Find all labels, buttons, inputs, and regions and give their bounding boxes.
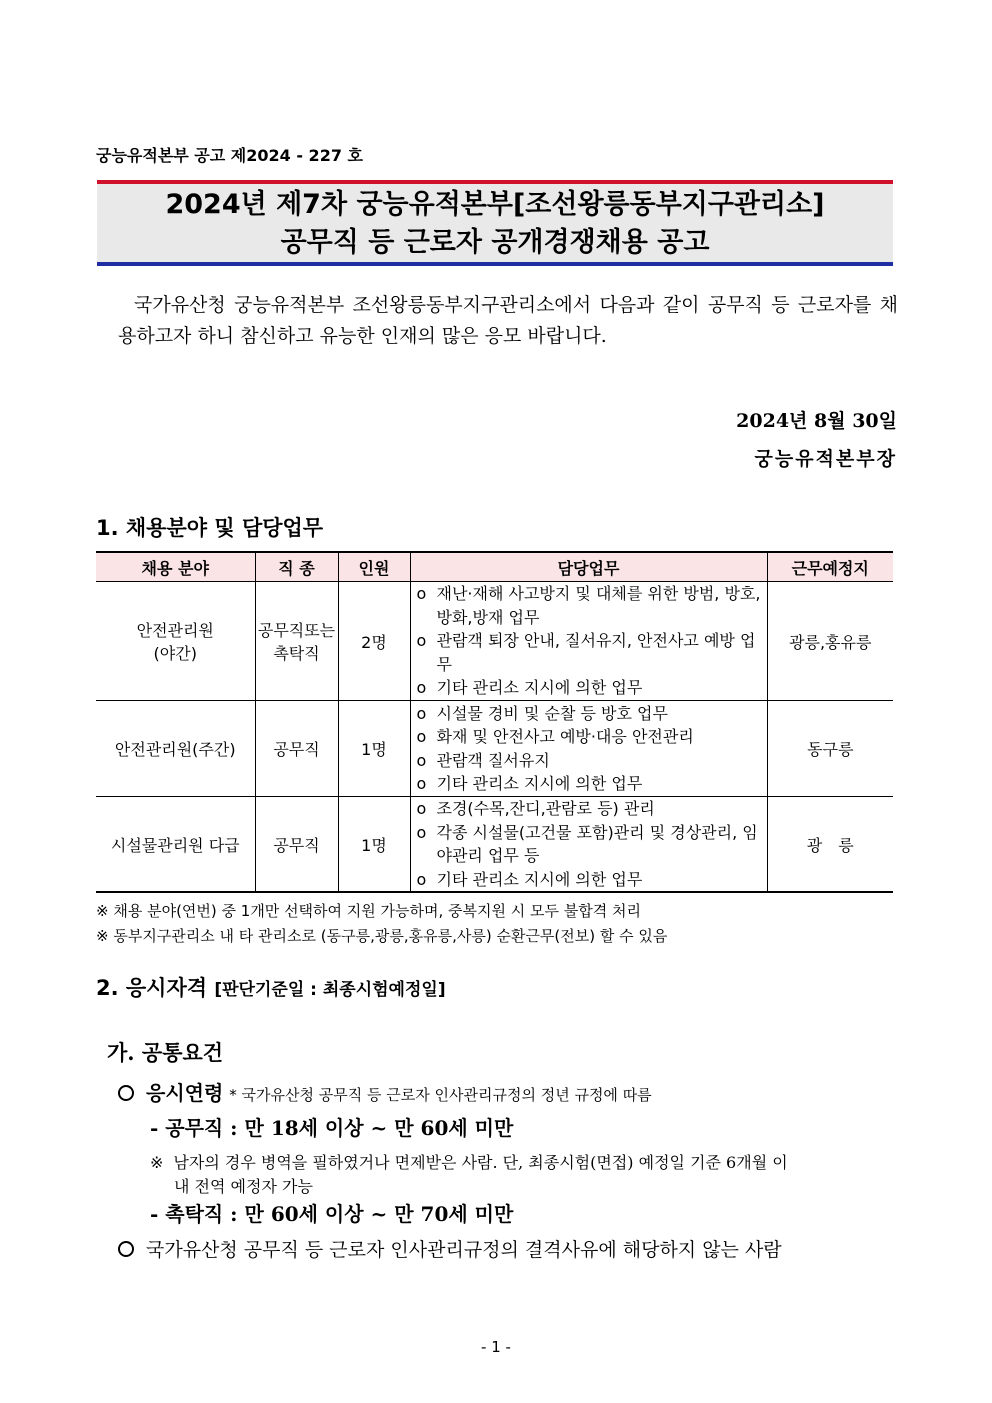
location-cell: 동구릉 [767, 701, 893, 797]
field-cell [96, 797, 255, 893]
location-cell: 광릉,홍유릉 [767, 582, 893, 701]
section-1-heading: 1. 채용분야 및 담당업무 [96, 516, 324, 540]
col-header-type: 직 종 [255, 552, 338, 582]
signer: 궁능유적본부장 [754, 448, 897, 470]
military-note [150, 1151, 898, 1199]
circle-bullet-icon [118, 1085, 134, 1101]
age-label: 응시연령 [146, 1081, 224, 1105]
announcement-date: 2024년 8월 30일 [736, 410, 897, 432]
duties-cell [410, 701, 767, 797]
cell-line: 공무직 [273, 740, 320, 759]
common-requirements-heading: 가. 공통요건 [107, 1040, 224, 1065]
type-cell [255, 701, 338, 797]
duty-item: o 관람객 퇴장 안내, 질서유지, 안전사고 예방 업무 [415, 629, 761, 676]
duty-item: o 각종 시설물(고건물 포함)관리 및 경상관리, 임야관리 업무 등 [415, 821, 761, 868]
table-row [96, 701, 893, 797]
duty-item: o 시설물 경비 및 순찰 등 방호 업무 [415, 702, 761, 726]
duty-item: o 조경(수목,잔디,관람로 등) 관리 [415, 797, 761, 821]
cell-line: 안전관리원(주간) [114, 740, 236, 759]
title-line-1: 2024년 제7차 궁능유적본부[조선왕릉동부지구관리소] [165, 189, 825, 220]
title-banner [97, 180, 893, 266]
age-requirement [118, 1077, 652, 1106]
section-2-heading [96, 972, 446, 1002]
count-cell: 1명 [338, 797, 410, 893]
cell-line: 공무직 [273, 835, 320, 855]
duty-item: o 기타 관리소 지시에 의한 업무 [415, 772, 761, 796]
notice-number: 궁능유적본부 공고 제2024 - 227 호 [96, 146, 363, 165]
duty-item: o 관람객 질서유지 [415, 749, 761, 773]
duty-item: o 기타 관리소 지시에 의한 업무 [415, 676, 761, 700]
circle-bullet-icon [118, 1241, 134, 1257]
table-header-row [96, 552, 893, 582]
recruitment-table [96, 551, 893, 893]
duty-item: o 재난·재해 사고방지 및 대체를 위한 방범, 방호,방화,방재 업무 [415, 582, 761, 629]
duty-item: o 기타 관리소 지시에 의한 업무 [415, 868, 761, 892]
note-mark: ※ [150, 1153, 164, 1172]
type-cell [255, 797, 338, 893]
table-note-1: ※ 채용 분야(연번) 중 1개만 선택하여 지원 가능하며, 중복지원 시 모두 불합격 처리 [96, 902, 641, 920]
cell-line: 촉탁직 [273, 644, 320, 663]
cell-line: 시설물관리원 다급 [110, 835, 240, 855]
judgment-criterion: [판단기준일 : 최종시험예정일] [214, 980, 446, 1000]
table-note-2: ※ 동부지구관리소 내 타 관리소로 (동구릉,광릉,홍유릉,사릉) 순환근무(전보) 할 수 있음 [96, 927, 668, 945]
military-line-2: 내 전역 예정자 가능 [174, 1177, 313, 1196]
cell-line: 공무직또는 [257, 621, 336, 640]
age-note: * 국가유산청 공무직 등 근로자 인사관리규정의 정년 규정에 따름 [229, 1086, 652, 1104]
cell-line: 안전관리원 [136, 621, 214, 640]
intro-text: 국가유산청 궁능유적본부 조선왕릉동부지구관리소에서 다음과 같이 공무직 등 근로자를 채용하고자 하니 참신하고 유능한 인재의 많은 응모 바랍니다. [118, 294, 898, 347]
duty-item: o 화재 및 안전사고 예방·대응 안전관리 [415, 725, 761, 749]
col-header-field: 채용 분야 [96, 552, 255, 582]
table-row [96, 797, 893, 893]
table-row [96, 582, 893, 701]
type-cell [255, 582, 338, 701]
age-regular-worker: - 공무직 : 만 18세 이상 ~ 만 60세 미만 [150, 1116, 514, 1140]
location-cell: 광 릉 [767, 797, 893, 893]
duties-cell [410, 582, 767, 701]
age-contract-worker: - 촉탁직 : 만 60세 이상 ~ 만 70세 미만 [150, 1202, 514, 1226]
col-header-duties: 담당업무 [410, 552, 767, 582]
col-header-location: 근무예정지 [767, 552, 893, 582]
duties-cell [410, 797, 767, 893]
count-cell: 1명 [338, 701, 410, 797]
section-2-title: 2. 응시자격 [96, 976, 208, 1000]
count-cell: 2명 [338, 582, 410, 701]
field-cell [96, 701, 255, 797]
disqualification-requirement [118, 1235, 782, 1262]
col-header-count: 인원 [338, 552, 410, 582]
military-line-1: 남자의 경우 병역을 필하였거나 면제받은 사람. 단, 최종시험(면접) 예정일 기준 6개월 이 [173, 1153, 788, 1172]
page-number: - 1 - [481, 1338, 511, 1356]
disqualification-text: 국가유산청 공무직 등 근로자 인사관리규정의 결격사유에 해당하지 않는 사람 [146, 1239, 782, 1261]
intro-paragraph [118, 290, 898, 352]
title-line-2: 공무직 등 근로자 공개경쟁채용 공고 [280, 227, 710, 258]
field-cell [96, 582, 255, 701]
cell-line: (야간) [153, 644, 197, 663]
